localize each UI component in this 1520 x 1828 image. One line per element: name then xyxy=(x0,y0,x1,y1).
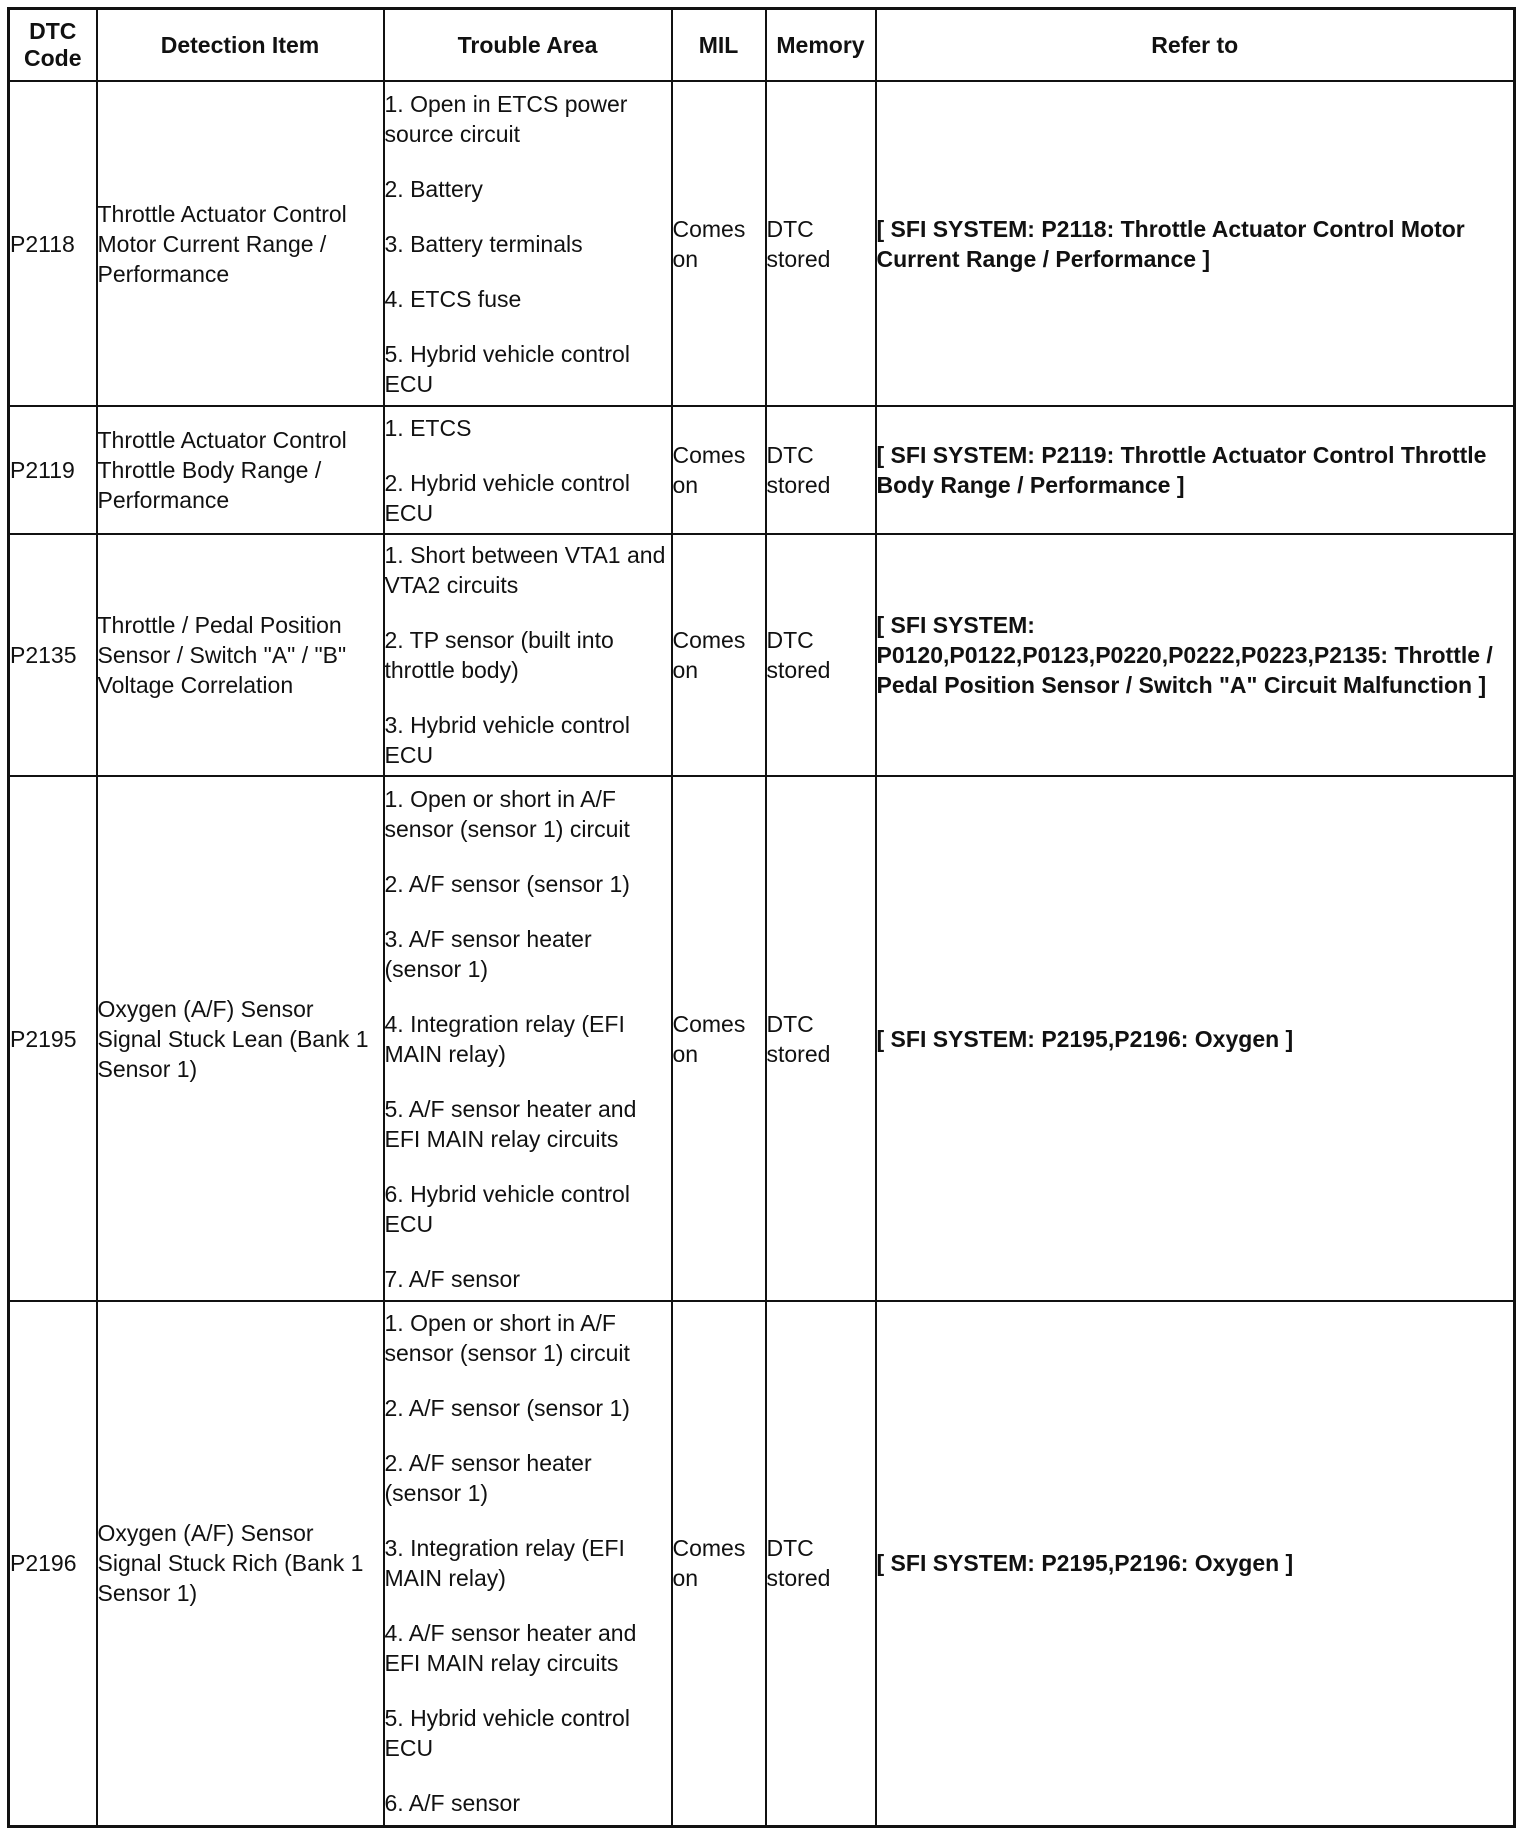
memory-status: DTC stored xyxy=(766,776,876,1301)
detection-item: Throttle / Pedal Position Sensor / Switch "A" / "B" Voltage Correlation xyxy=(97,534,384,776)
trouble-area-item: 7. A/F sensor xyxy=(384,1265,521,1292)
trouble-area-item: 1. Open in ETCS power source circuit xyxy=(384,90,628,147)
trouble-area-item: 2. A/F sensor (sensor 1) xyxy=(384,870,630,897)
header-detection-item: Detection Item xyxy=(97,9,384,82)
memory-status: DTC stored xyxy=(766,406,876,534)
trouble-area-item: 3. A/F sensor heater (sensor 1) xyxy=(384,925,592,982)
table-row xyxy=(9,776,1515,1301)
trouble-area-item: 5. Hybrid vehicle control ECU xyxy=(384,340,630,397)
detection-item: Oxygen (A/F) Sensor Signal Stuck Rich (Bank 1 Sensor 1) xyxy=(97,1301,384,1826)
refer-to-link[interactable]: [ SFI SYSTEM: P2195,P2196: Oxygen ] xyxy=(876,1301,1515,1826)
detection-item: Oxygen (A/F) Sensor Signal Stuck Lean (Bank 1 Sensor 1) xyxy=(97,776,384,1301)
mil-status: Comes on xyxy=(672,1301,766,1826)
trouble-area-item: 4. Integration relay (EFI MAIN relay) xyxy=(384,1010,625,1067)
dtc-code: P2195 xyxy=(9,776,97,1301)
trouble-area-item: 6. Hybrid vehicle control ECU xyxy=(384,1180,630,1237)
trouble-area-item: 2. Hybrid vehicle control ECU xyxy=(384,469,630,526)
memory-status: DTC stored xyxy=(766,534,876,776)
trouble-area-item: 4. ETCS fuse xyxy=(384,285,522,312)
dtc-code: P2135 xyxy=(9,534,97,776)
mil-status: Comes on xyxy=(672,81,766,406)
trouble-area xyxy=(384,406,672,534)
memory-status: DTC stored xyxy=(766,1301,876,1826)
trouble-area-item: 2. A/F sensor (sensor 1) xyxy=(384,1395,630,1422)
trouble-area xyxy=(384,1301,672,1826)
mil-status: Comes on xyxy=(672,406,766,534)
trouble-area-item: 1. Open or short in A/F sensor (sensor 1) circuit xyxy=(384,785,630,842)
dtc-table xyxy=(7,7,1516,1828)
table-row xyxy=(9,1301,1515,1826)
trouble-area-item: 5. A/F sensor heater and EFI MAIN relay circuits xyxy=(384,1095,637,1152)
trouble-area-item: 1. Short between VTA1 and VTA2 circuits xyxy=(384,542,666,598)
table-row xyxy=(9,81,1515,406)
refer-to-link[interactable]: [ SFI SYSTEM: P2119: Throttle Actuator Control Throttle Body Range / Performance ] xyxy=(876,406,1515,534)
header-mil: MIL xyxy=(672,9,766,82)
trouble-area-item: 2. TP sensor (built into throttle body) xyxy=(384,627,614,683)
dtc-code: P2118 xyxy=(9,81,97,406)
memory-status: DTC stored xyxy=(766,81,876,406)
trouble-area-item: 1. ETCS xyxy=(384,414,472,441)
mil-status: Comes on xyxy=(672,776,766,1301)
refer-to-link[interactable]: [ SFI SYSTEM: P0120,P0122,P0123,P0220,P0222,P0223,P2135: Throttle / Pedal Position Sensor / Switch "A" Circuit Malfunction ] xyxy=(876,534,1515,776)
trouble-area xyxy=(384,81,672,406)
trouble-area-item: 3. Battery terminals xyxy=(384,230,583,257)
trouble-area-item: 3. Integration relay (EFI MAIN relay) xyxy=(384,1535,625,1592)
trouble-area xyxy=(384,776,672,1301)
trouble-area-item: 5. Hybrid vehicle control ECU xyxy=(384,1705,630,1762)
detection-item: Throttle Actuator Control Throttle Body Range / Performance xyxy=(97,406,384,534)
mil-status: Comes on xyxy=(672,534,766,776)
trouble-area-item: 1. Open or short in A/F sensor (sensor 1) circuit xyxy=(384,1310,630,1367)
trouble-area-item: 4. A/F sensor heater and EFI MAIN relay circuits xyxy=(384,1620,637,1677)
trouble-area-item: 2. A/F sensor heater (sensor 1) xyxy=(384,1450,592,1507)
refer-to-link[interactable]: [ SFI SYSTEM: P2118: Throttle Actuator Control Motor Current Range / Performance ] xyxy=(876,81,1515,406)
dtc-code: P2119 xyxy=(9,406,97,534)
header-row xyxy=(9,9,1515,82)
trouble-area xyxy=(384,534,672,776)
trouble-area-item: 6. A/F sensor xyxy=(384,1790,521,1817)
header-trouble-area: Trouble Area xyxy=(384,9,672,82)
table-row xyxy=(9,534,1515,776)
detection-item: Throttle Actuator Control Motor Current Range / Performance xyxy=(97,81,384,406)
refer-to-link[interactable]: [ SFI SYSTEM: P2195,P2196: Oxygen ] xyxy=(876,776,1515,1301)
trouble-area-item: 2. Battery xyxy=(384,175,483,202)
table-row xyxy=(9,406,1515,534)
dtc-code: P2196 xyxy=(9,1301,97,1826)
header-memory: Memory xyxy=(766,9,876,82)
header-refer-to: Refer to xyxy=(876,9,1515,82)
header-dtc-code: DTC Code xyxy=(9,9,97,82)
trouble-area-item: 3. Hybrid vehicle control ECU xyxy=(384,712,630,768)
